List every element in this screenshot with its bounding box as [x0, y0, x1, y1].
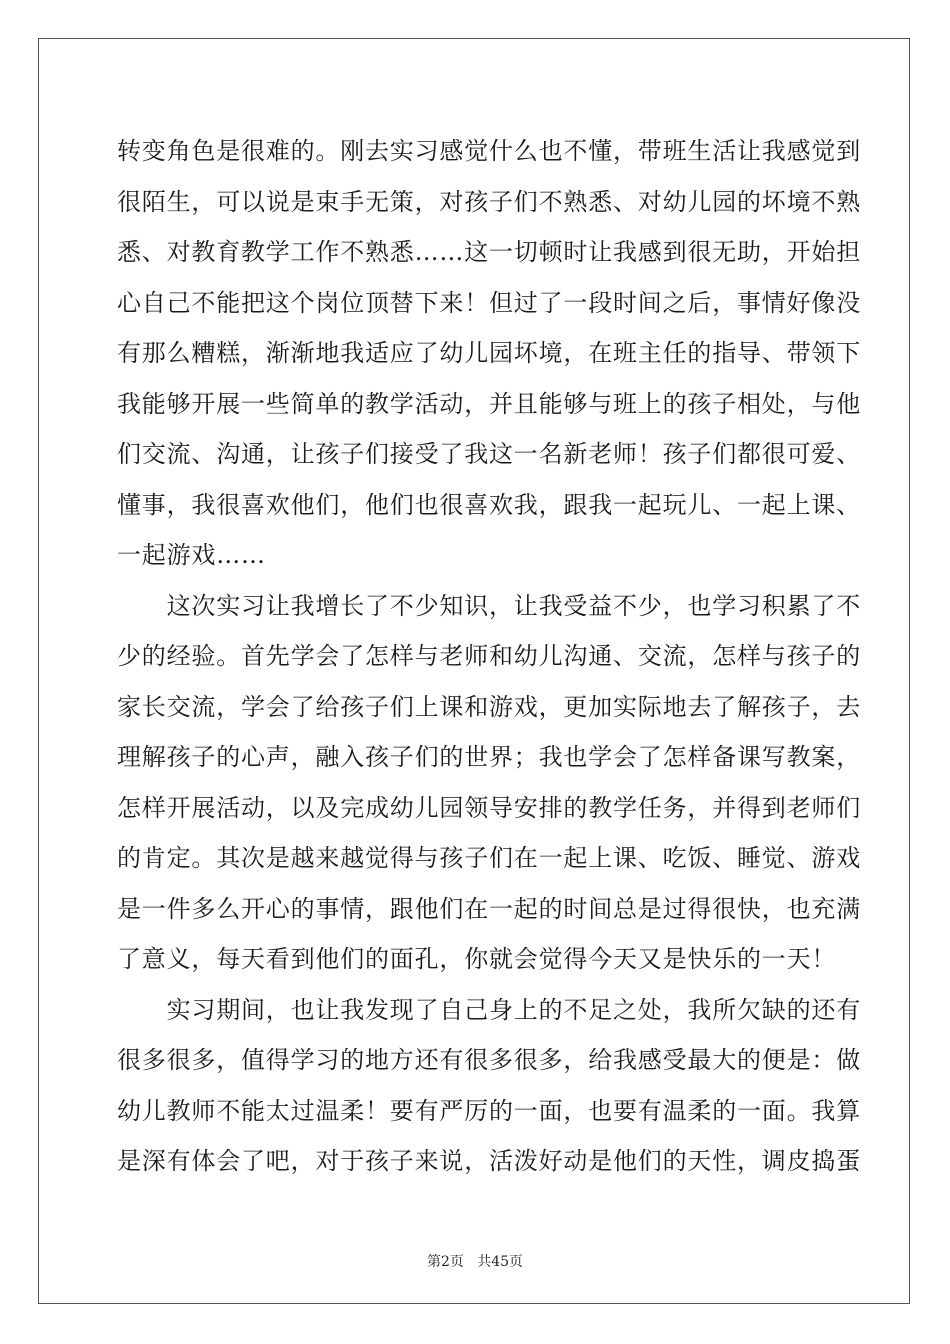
- text-line: 我能够开展一些简单的教学活动，并且能够与班上的孩子相处，与他: [117, 389, 861, 418]
- text-line: 转变角色是很难的。刚去实习感觉什么也不懂，带班生活让我感觉到: [117, 137, 861, 165]
- text-line: 很多很多，值得学习的地方还有很多很多，给我感受最大的便是：做: [117, 1046, 861, 1074]
- text-line: 悉、对教育教学工作不熟悉……这一切顿时让我感到很无助，开始担: [117, 238, 861, 266]
- text-line: 少的经验。首先学会了怎样与老师和幼儿沟通、交流，怎样与孩子的: [117, 642, 861, 670]
- text-line: 幼儿教师不能太过温柔！要有严厉的一面，也要有温柔的一面。我算: [117, 1096, 861, 1125]
- text-line: 的肯定。其次是越来越觉得与孩子们在一起上课、吃饭、睡觉、游戏: [117, 844, 861, 872]
- text-line: 这次实习让我增长了不少知识，让我受益不少，也学习积累了不: [117, 591, 861, 620]
- body-text: [117, 126, 861, 1187]
- text-line: 家长交流，学会了给孩子们上课和游戏，更加实际地去了解孩子，去: [117, 692, 861, 721]
- text-line: 是深有体会了吧，对于孩子来说，活泼好动是他们的天性，调皮捣蛋: [117, 1147, 861, 1175]
- text-line: 怎样开展活动，以及完成幼儿园领导安排的教学任务，并得到老师们: [117, 793, 861, 822]
- page-number-footer: 第2页 共45页: [426, 1254, 524, 1270]
- text-line: 们交流、沟通，让孩子们接受了我这一名新老师！孩子们都很可爱、: [117, 440, 861, 468]
- text-line: 是一件多么开心的事情，跟他们在一起的时间总是过得很快，也充满: [117, 894, 861, 923]
- text-line: 实习期间，也让我发现了自己身上的不足之处，我所欠缺的还有: [117, 995, 861, 1024]
- text-line: 懂事，我很喜欢他们，他们也很喜欢我，跟我一起玩儿、一起上课、: [117, 490, 861, 519]
- text-line: 有那么糟糕，渐渐地我适应了幼儿园坏境，在班主任的指导、带领下: [117, 339, 861, 367]
- text-line: 很陌生，可以说是束手无策，对孩子们不熟悉、对幼儿园的坏境不熟: [117, 187, 861, 216]
- text-line: 心自己不能把这个岗位顶替下来！但过了一段时间之后，事情好像没: [117, 288, 861, 317]
- text-line: 了意义，每天看到他们的面孔，你就会觉得今天又是快乐的一天！: [117, 945, 837, 973]
- text-line: 一起游戏……: [117, 541, 266, 569]
- text-line: 理解孩子的心声，融入孩子们的世界；我也学会了怎样备课写教案，: [117, 743, 861, 771]
